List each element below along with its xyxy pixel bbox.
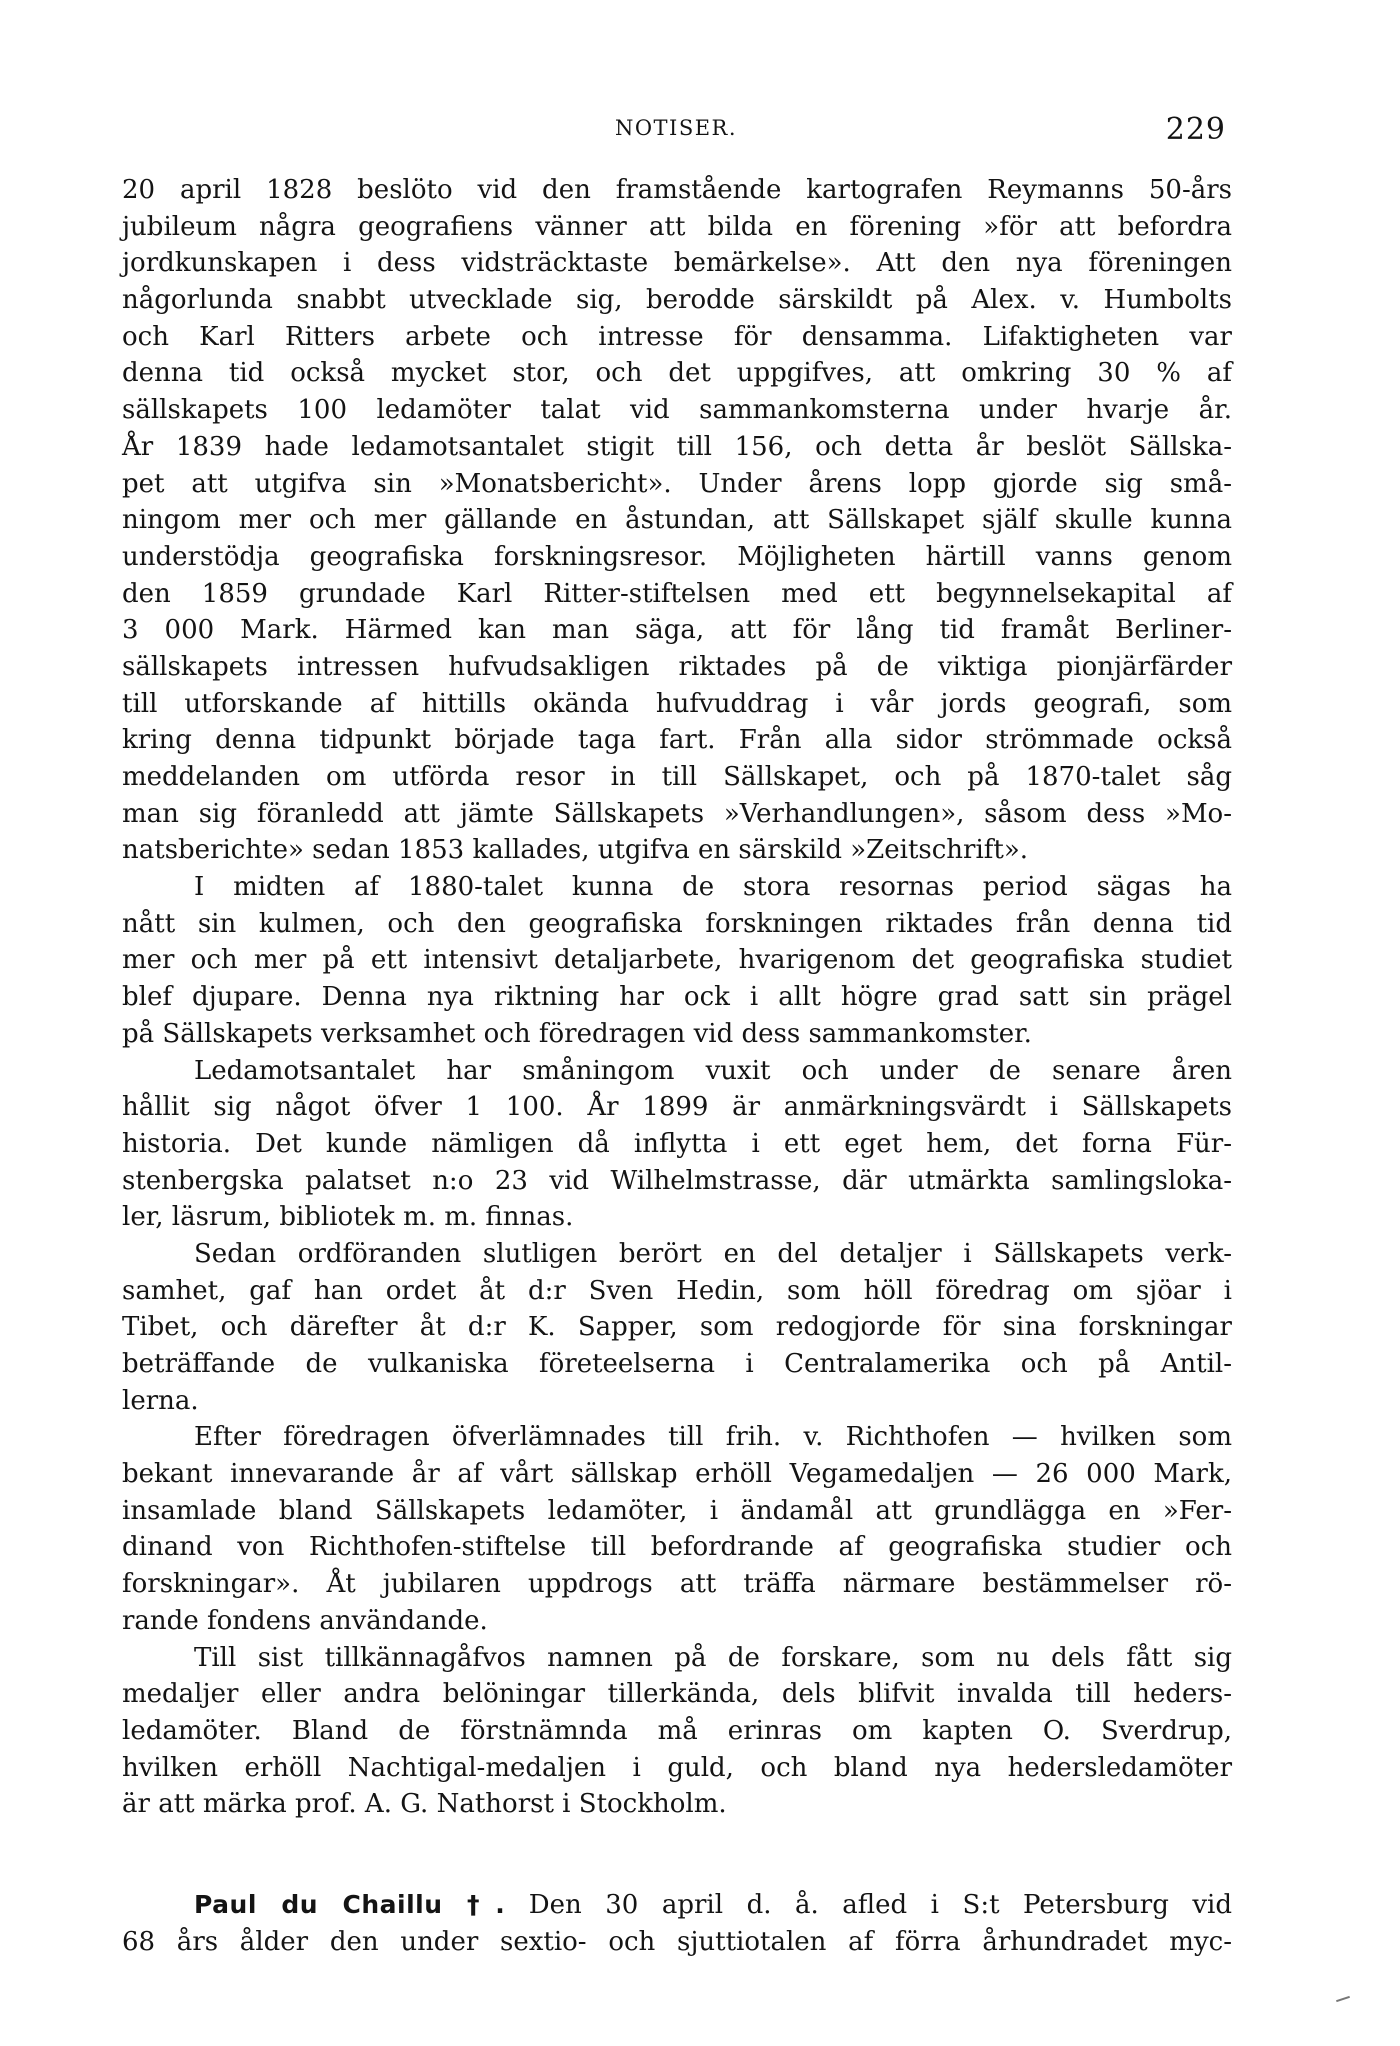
text-line: hvilken erhöll Nachtigal-medaljen i guld, och bland nya hedersledamöter bbox=[122, 1752, 1232, 1783]
text-line: natsberichte» sedan 1853 kallades, utgifva en särskild »Zeitschrift». bbox=[122, 835, 1029, 866]
body-text bbox=[122, 172, 1232, 1960]
text-line: och Karl Ritters arbete och intresse för densamma. Lifaktigheten var bbox=[122, 321, 1232, 352]
text-line: rande fondens användande. bbox=[122, 1605, 488, 1636]
paragraph bbox=[122, 1640, 1232, 1823]
text-line: stenbergska palatset n:o 23 vid Wilhelmstrasse, där utmärkta samlingsloka- bbox=[122, 1165, 1232, 1196]
text-line: dinand von Richthofen-stiftelse till befordrande af geografiska studier och bbox=[122, 1532, 1232, 1563]
text-line: jordkunskapen i dess vidsträcktaste bemärkelse». Att den nya föreningen bbox=[122, 248, 1232, 279]
text-line: medaljer eller andra belöningar tillerkända, dels blifvit invalda till heders- bbox=[122, 1679, 1232, 1710]
text-line: I midten af 1880-talet kunna de stora resornas period sägas ha bbox=[194, 872, 1232, 903]
text-line: Sedan ordföranden slutligen berört en del detaljer i Sällskapets verk- bbox=[194, 1238, 1232, 1269]
text-line bbox=[122, 1887, 1232, 1924]
running-header bbox=[122, 112, 1230, 152]
text-line: är att märka prof. A. G. Nathorst i Stockholm. bbox=[122, 1789, 727, 1820]
text-line: pet att utgifva sin »Monatsbericht». Under årens lopp gjorde sig små- bbox=[122, 468, 1232, 499]
text-line: man sig föranledd att jämte Sällskapets »Verhandlungen», såsom dess »Mo- bbox=[122, 798, 1232, 829]
paragraph bbox=[122, 1236, 1232, 1419]
text-line: på Sällskapets verksamhet och föredragen vid dess sammankomster. bbox=[122, 1018, 1032, 1049]
text-line: beträffande de vulkaniska företeelserna i Centralamerika och på Antil- bbox=[122, 1349, 1232, 1379]
notice-text: Den 30 april d. å. afled i S:t Petersburg vid bbox=[528, 1889, 1233, 1920]
text-line: historia. Det kunde nämligen då inflytta i ett eget hem, det forna Für- bbox=[122, 1128, 1232, 1159]
text-line: kring denna tidpunkt började taga fart. Från alla sidor strömmade också bbox=[122, 725, 1232, 756]
paragraph bbox=[122, 1419, 1232, 1639]
text-line: nått sin kulmen, och den geografiska forskningen riktades från denna tid bbox=[122, 908, 1232, 939]
text-line: Ledamotsantalet har småningom vuxit och under de senare åren bbox=[194, 1055, 1232, 1086]
section-title: NOTISER. bbox=[614, 116, 738, 140]
text-line: bekant innevarande år af vårt sällskap erhöll Vegamedaljen — 26 000 Mark, bbox=[122, 1459, 1232, 1490]
text-line: denna tid också mycket stor, och det uppgifves, att omkring 30 % af bbox=[122, 358, 1232, 389]
text-line: 68 års ålder den under sextio- och sjuttiotalen af förra århundradet myc- bbox=[122, 1926, 1232, 1957]
text-line: ler, läsrum, bibliotek m. m. finnas. bbox=[122, 1202, 574, 1233]
paragraph bbox=[122, 869, 1232, 1052]
text-line: sällskapets intressen hufvudsakligen riktades på de viktiga pionjärfärder bbox=[122, 651, 1232, 682]
text-line: 3 000 Mark. Härmed kan man säga, att för lång tid framåt Berliner- bbox=[122, 615, 1232, 646]
text-line: samhet, gaf han ordet åt d:r Sven Hedin, som höll föredrag om sjöar i bbox=[122, 1275, 1232, 1306]
text-line: blef djupare. Denna nya riktning har ock i allt högre grad satt sin prägel bbox=[122, 982, 1232, 1013]
text-line: till utforskande af hittills okända hufvuddrag i vår jords geografi, som bbox=[122, 688, 1232, 719]
section-gap bbox=[122, 1823, 1232, 1887]
text-line: understödja geografiska forskningsresor. Möjligheten härtill vanns genom bbox=[122, 541, 1232, 572]
text-line: Till sist tillkännagåfvos namnen på de forskare, som nu dels fått sig bbox=[194, 1642, 1232, 1673]
text-line: Efter föredragen öfverlämnades till frih. v. Richthofen — hvilken som bbox=[194, 1422, 1232, 1453]
text-line: den 1859 grundade Karl Ritter-stiftelsen med ett begynnelsekapital af bbox=[122, 578, 1232, 609]
text-line: meddelanden om utförda resor in till Sällskapet, och på 1870-talet såg bbox=[122, 762, 1232, 792]
text-line: insamlade bland Sällskapets ledamöter, i ändamål att grundlägga en »Fer- bbox=[122, 1495, 1232, 1526]
paragraph bbox=[122, 172, 1232, 869]
notice-title: Paul du Chaillu †. bbox=[194, 1889, 506, 1919]
paragraph bbox=[122, 1053, 1232, 1236]
text-line: lerna. bbox=[122, 1385, 199, 1416]
text-line: År 1839 hade ledamotsantalet stigit till 156, och detta år beslöt Sällska- bbox=[122, 431, 1232, 462]
text-line: någorlunda snabbt utvecklade sig, berodde särskildt på Alex. v. Humbolts bbox=[122, 285, 1232, 316]
text-line: jubileum några geografiens vänner att bilda en förening »för att befordra bbox=[122, 211, 1232, 242]
text-line: forskningar». Åt jubilaren uppdrogs att träffa närmare bestämmelser rö- bbox=[122, 1569, 1232, 1600]
page-number: 229 bbox=[1165, 112, 1226, 147]
text-line: 20 april 1828 beslöto vid den framstående kartografen Reymanns 50-års bbox=[122, 175, 1232, 205]
obituary-notice bbox=[122, 1887, 1232, 1960]
text-line: Tibet, och därefter åt d:r K. Sapper, som redogjorde för sina forskningar bbox=[122, 1312, 1232, 1343]
text-line: ningom mer och mer gällande en åstundan, att Sällskapet själf skulle kunna bbox=[122, 505, 1232, 536]
scan-mark bbox=[1336, 1996, 1350, 2002]
text-line: hållit sig något öfver 1 100. År 1899 är anmärkningsvärdt i Sällskapets bbox=[122, 1092, 1232, 1123]
text-line: mer och mer på ett intensivt detaljarbete, hvarigenom det geografiska studiet bbox=[122, 945, 1232, 976]
text-line: sällskapets 100 ledamöter talat vid sammankomsterna under hvarje år. bbox=[122, 395, 1232, 426]
text-line: ledamöter. Bland de förstnämnda må erinras om kapten O. Sverdrup, bbox=[122, 1715, 1232, 1746]
